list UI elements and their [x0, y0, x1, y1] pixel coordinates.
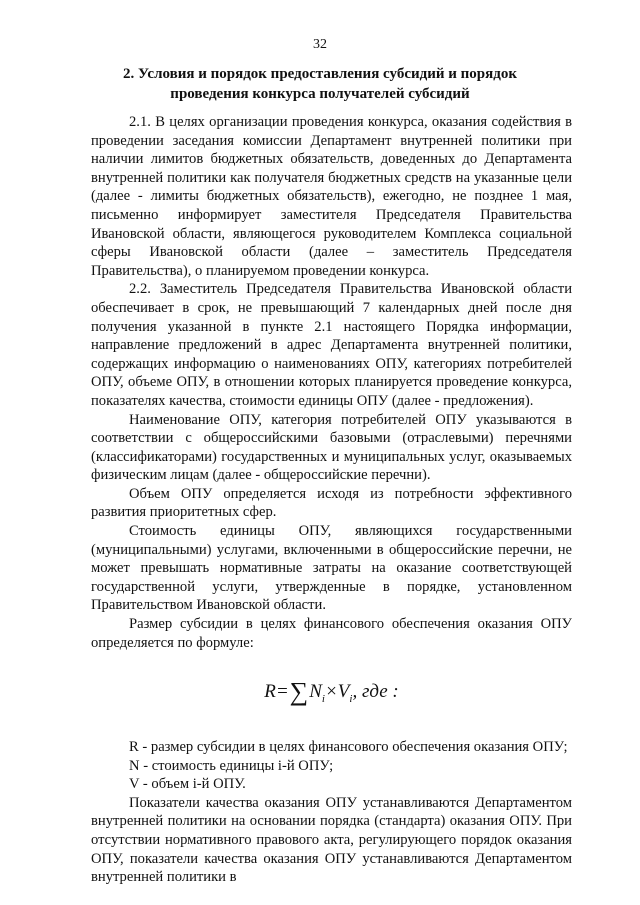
paragraph-quality-indicators: Показатели качества оказания ОПУ устанавливаются Департаментом внутренней политики на основании порядка (стандарта) оказания ОПУ. При отсутствии нормативного правового акта, регулирующего порядок оказания ОПУ, показатели качества оказания ОПУ устанавливаются Департаментом внутренней политики в	[91, 794, 572, 886]
formula-n: N	[309, 681, 322, 703]
subsidy-formula	[91, 679, 572, 712]
section-title-line-1: 2. Условия и порядок предоставления субсидий и порядок	[123, 66, 517, 82]
formula-n-index: i	[321, 693, 325, 706]
formula-sum-sign: ∑	[289, 677, 309, 707]
formula-equals: =	[275, 681, 289, 703]
formula-where: , где :	[352, 681, 399, 703]
definition-n: N - стоимость единицы i-й ОПУ;	[129, 757, 334, 774]
paragraph-subsidy-size: Размер субсидии в целях финансового обеспечения оказания ОПУ определяется по формуле:	[91, 616, 572, 651]
formula-times: ×	[324, 681, 338, 703]
page-number: 32	[313, 37, 327, 52]
paragraph-2-2: 2.2. Заместитель Председателя Правительства Ивановской области обеспечивает в срок, не превышающий 7 календарных дней после дня получения указанной в пункте 2.1 настоящего Порядка информации, направление предложений в адрес Департамента внутренней политики, содержащих информацию о наименованиях ОПУ, категориях потребителей ОПУ, объеме ОПУ, в отношении которых планируется проведение конкурса, показателях качества, стоимости единицы ОПУ (далее - предложения).	[91, 281, 572, 409]
paragraph-opu-cost: Стоимость единицы ОПУ, являющихся государственными (муниципальными) услугами, включенными в общероссийские перечни, не может превышать нормативные затраты на оказание соответствующей государственной услуги, утвержденные в порядке, установленном Правительством Ивановской области.	[91, 523, 572, 614]
paragraph-2-1: 2.1. В целях организации проведения конкурса, оказания содействия в проведении заседания комиссии Департамент внутренней политики при наличии лимитов бюджетных обязательств, доведенных до Департамента внутренней политики как получателя бюджетных средств на указанные цели (далее - лимиты бюджетных обязательств), ежегодно, не позднее 1 мая, письменно информирует заместителя Председателя Правительства Ивановской области, являющегося руководителем Комплекса социальной сферы Ивановской области (далее – заместитель Председателя Правительства), о планируемом проведении конкурса.	[91, 114, 572, 279]
definition-v: V - объем i-й ОПУ.	[129, 776, 246, 793]
section-title	[60, 64, 580, 104]
document-body	[91, 113, 572, 887]
paragraph-opu-volume: Объем ОПУ определяется исходя из потребности эффективного развития приоритетных сфер.	[91, 485, 572, 521]
formula-r: R	[264, 681, 276, 703]
definition-r: R - размер субсидии в целях финансового обеспечения оказания ОПУ;	[129, 739, 568, 756]
paragraph-opu-name: Наименование ОПУ, категория потребителей ОПУ указываются в соответствии с общероссийскими базовыми (отраслевыми) перечнями (классификаторами) государственных и муниципальных услуг, оказываемых физическим лицам (далее - общероссийские перечни).	[91, 411, 572, 484]
formula-v-index: i	[349, 693, 353, 706]
formula-v: V	[337, 681, 350, 703]
section-title-line-2: проведения конкурса получателей субсидий	[170, 86, 470, 102]
